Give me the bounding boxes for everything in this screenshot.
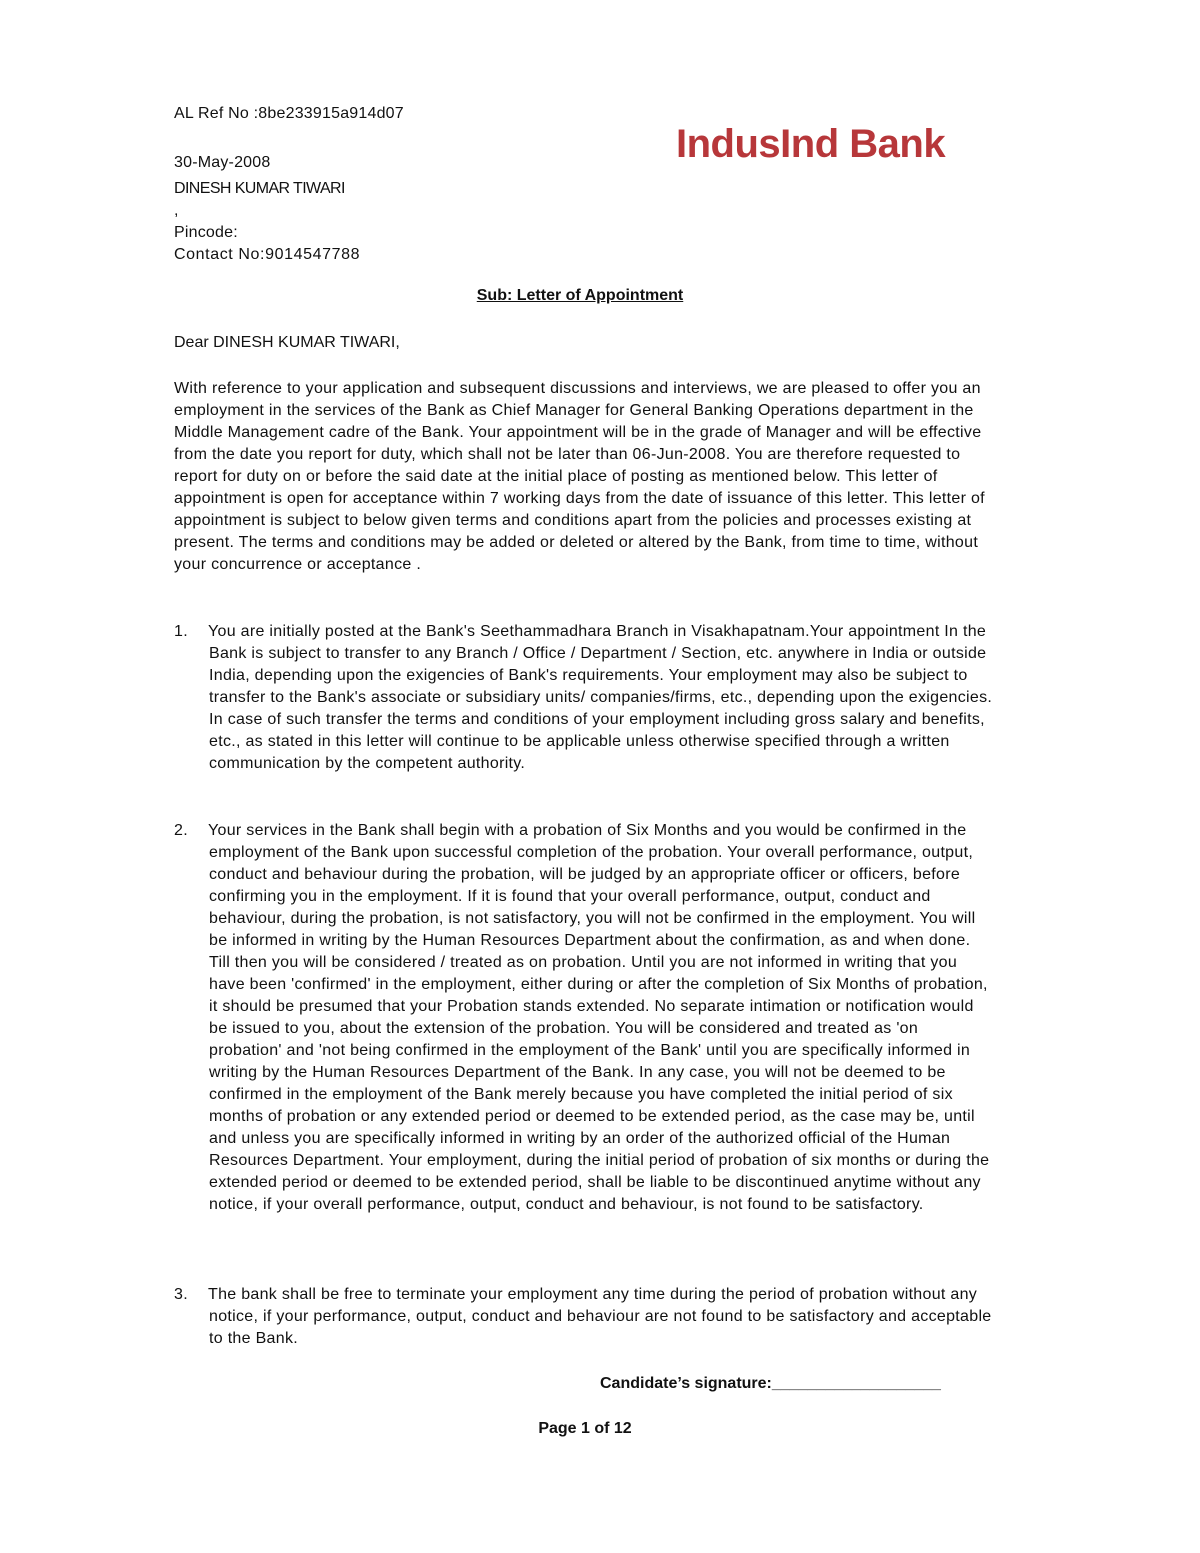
- recipient-address: ,: [174, 202, 179, 219]
- item-text: You are initially posted at the Bank's Seethammadhara Branch in Visakhapatnam.Your appointment In the Bank is subject to transfer to any Branch / Office / Department / Section, etc. anywhere in India or outside India, depending upon the exigencies of Bank's requirements. Your employment may also be subject to transfer to the Bank's associate or subsidiary units/ companies/firms, etc., depending upon the exigencies. In case of such transfer the terms and conditions of your employment including gross salary and benefits, etc., as stated in this letter will continue to be applicable unless otherwise specified through a written communication by the competent authority.: [208, 623, 993, 772]
- ref-number: AL Ref No :8be233915a914d07: [174, 105, 404, 122]
- letter-subject: Sub: Letter of Appointment: [476, 287, 684, 304]
- intro-paragraph: With reference to your application and subsequent discussions and interviews, we are pleased to offer you an employment in the services of the Bank as Chief Manager for General Banking Operations department in the Middle Management cadre of the Bank. Your appointment will be in the grade of Manager and will be effective from the date you report for duty, which shall not be later than 06-Jun-2008. You are therefore requested to report for duty on or before the said date at the initial place of posting as mentioned below. This letter of appointment is open for acceptance within 7 working days from the date of issuance of this letter. This letter of appointment is subject to below given terms and conditions apart from the policies and processes existing at present. The terms and conditions may be added or deleted or altered by the Bank, from time to time, without your concurrence or acceptance .: [174, 380, 985, 573]
- item-text: The bank shall be free to terminate your employment any time during the period of probation without any notice, if your performance, output, conduct and behaviour are not found to be satisfactory and acceptable to the Bank.: [208, 1286, 992, 1347]
- terms-item: [174, 820, 994, 1216]
- indusind-bank-logo: IndusInd Bank: [676, 122, 946, 166]
- recipient-contact: Contact No:9014547788: [174, 246, 361, 263]
- candidate-signature-line: Candidate’s signature:___________________: [600, 1375, 941, 1392]
- recipient-name: DINESH KUMAR TIWARI: [174, 180, 345, 197]
- item-number: 1.: [174, 623, 188, 640]
- letter-date: 30-May-2008: [174, 154, 271, 171]
- item-text: Your services in the Bank shall begin with a probation of Six Months and you would be confirmed in the employment of the Bank upon successful completion of the probation. Your overall performance, output, conduct and behaviour during the probation, will be judged by an appropriate officer or officers, before confirming you in the employment. If it is found that your overall performance, output, conduct and behaviour, during the probation, is not satisfactory, you will not be confirmed in the employment. You will be informed in writing by the Human Resources Department about the confirmation, as and when done. Till then you will be considered / treated as on probation. Until you are not informed in writing that you have been 'confirmed' in the employment, either during or after the completion of Six Months of probation, it should be presumed that your Probation stands extended. No separate intimation or notification would be issued to you, about the extension of the probation. You will be considered and treated as 'on probation' and 'not being confirmed in the employment of the Bank' until you are specifically informed in writing by the Human Resources Department of the Bank. In any case, you will not be deemed to be confirmed in the employment of the Bank merely because you have completed the initial period of six months of probation or any extended period or deemed to be extended period, as the case may be, until and unless you are specifically informed in writing by an order of the authorized official of the Human Resources Department. Your employment, during the initial period of probation of six months or during the extended period or deemed to be extended period, shall be liable to be discontinued anytime without any notice, if your overall performance, output, conduct and behaviour, is not found to be satisfactory.: [208, 822, 990, 1213]
- item-number: 3.: [174, 1286, 188, 1303]
- salutation: Dear DINESH KUMAR TIWARI,: [174, 334, 400, 351]
- page-number: Page 1 of 12: [538, 1420, 632, 1437]
- item-number: 2.: [174, 822, 188, 839]
- recipient-pincode: Pincode:: [174, 224, 238, 241]
- terms-item: [174, 1284, 994, 1350]
- terms-item: [174, 621, 994, 775]
